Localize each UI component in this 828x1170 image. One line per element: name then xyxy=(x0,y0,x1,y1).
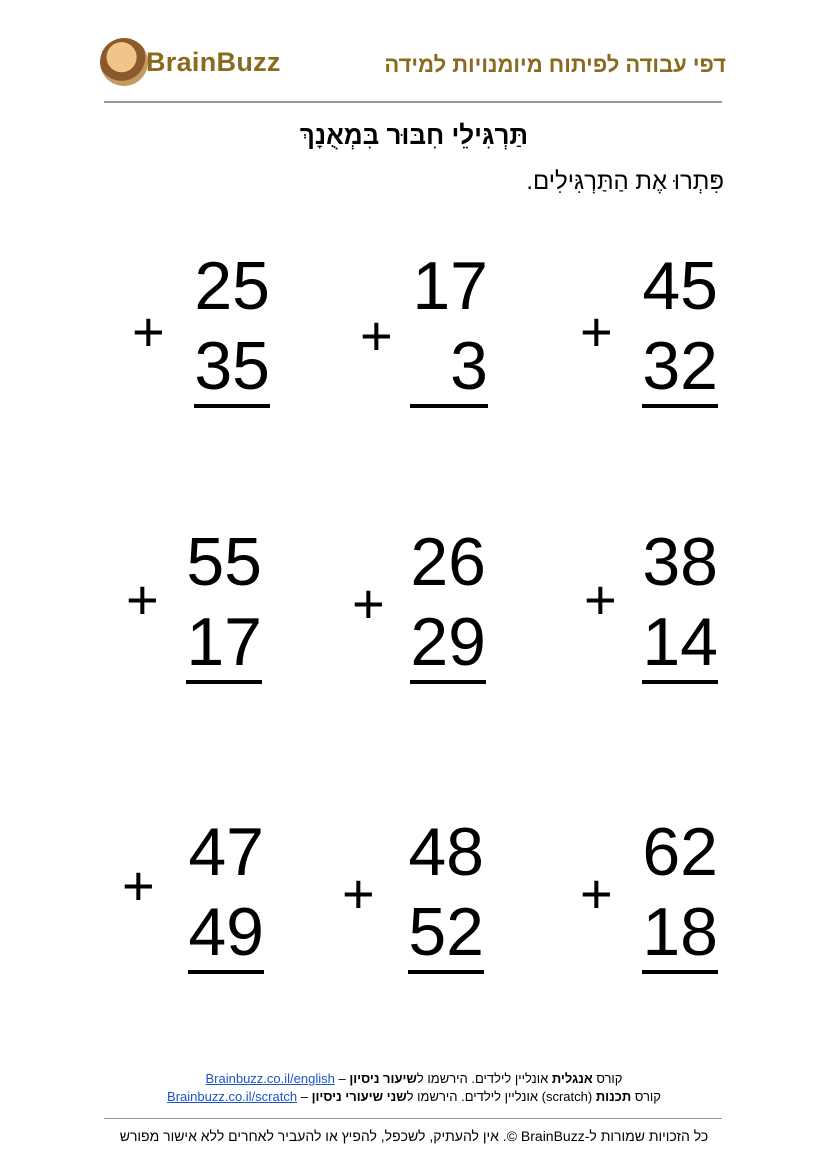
footer-text: קורס xyxy=(631,1089,661,1104)
footer-text: קורס xyxy=(592,1071,623,1086)
addend-top: 62 xyxy=(642,814,718,890)
addend-top: 38 xyxy=(642,524,718,600)
addend-top: 48 xyxy=(408,814,484,890)
addend-top: 45 xyxy=(642,248,718,324)
problem-7 xyxy=(518,814,718,988)
header-title: דפי עבודה לפיתוח מיומנויות למידה xyxy=(384,52,726,77)
plus-sign: + xyxy=(126,568,159,631)
addend-top: 47 xyxy=(188,814,264,890)
scratch-course-link[interactable]: Brainbuzz.co.il/scratch xyxy=(167,1089,298,1104)
footer-bold: שני שיעורי ניסיון xyxy=(311,1089,407,1104)
footer-text: – xyxy=(334,1071,350,1086)
plus-sign: + xyxy=(580,300,613,363)
plus-sign: + xyxy=(132,300,165,363)
footer-text: – xyxy=(297,1089,312,1104)
instructions: פִּתְרוּ אֶת הַתַּרְגִּילִים. xyxy=(526,168,724,195)
problem-5 xyxy=(286,524,486,698)
addend-bottom: 17 xyxy=(186,608,262,684)
addend-bottom: 32 xyxy=(642,332,718,408)
addend-bottom: 18 xyxy=(642,898,718,974)
problem-6 xyxy=(62,524,262,698)
footer-bold: תכנות xyxy=(595,1089,632,1104)
addend-bottom: 35 xyxy=(194,332,270,408)
addend-top: 26 xyxy=(410,524,486,600)
addend-top: 55 xyxy=(186,524,262,600)
footer-text: אונליין לילדים. הירשמו ל xyxy=(416,1071,552,1086)
divider xyxy=(104,101,722,103)
plus-sign: + xyxy=(360,304,393,367)
divider xyxy=(104,1118,722,1119)
plus-sign: + xyxy=(352,572,385,635)
header xyxy=(0,0,828,104)
footer-bold: שיעור ניסיון xyxy=(349,1071,417,1086)
addend-bottom: 14 xyxy=(642,608,718,684)
english-course-link[interactable]: Brainbuzz.co.il/english xyxy=(205,1071,335,1086)
addend-bottom: 29 xyxy=(410,608,486,684)
problem-3 xyxy=(70,248,270,422)
footer-promo xyxy=(0,1070,828,1106)
problem-9 xyxy=(64,814,264,988)
problem-8 xyxy=(284,814,484,988)
page-title: תַּרְגִּילֵי חִבּוּר בִּמְאֻנָךְ xyxy=(299,120,529,150)
plus-sign: + xyxy=(580,862,613,925)
problem-2 xyxy=(288,248,488,422)
addend-top: 17 xyxy=(412,248,488,324)
brand-logo[interactable] xyxy=(100,38,320,90)
footer-line-scratch xyxy=(0,1088,828,1106)
footer-line-english xyxy=(0,1070,828,1088)
addend-bottom: 3 xyxy=(410,332,488,408)
plus-sign: + xyxy=(122,854,155,917)
addend-bottom: 52 xyxy=(408,898,484,974)
mascot-icon xyxy=(100,38,148,86)
copyright: כל הזכויות שמורות ל-BrainBuzz ©. אין להעתיק, לשכפל, להפיץ או להעביר לאחרים ללא אישור מפורש xyxy=(119,1128,709,1144)
addend-top: 25 xyxy=(194,248,270,324)
problem-1 xyxy=(518,248,718,422)
footer-bold: אנגלית xyxy=(551,1071,593,1086)
footer-text: (scratch) אונליין לילדים. הירשמו ל xyxy=(406,1089,596,1104)
logo-text: BrainBuzz xyxy=(146,47,281,77)
plus-sign: + xyxy=(584,568,617,631)
addend-bottom: 49 xyxy=(188,898,264,974)
plus-sign: + xyxy=(342,862,375,925)
problem-4 xyxy=(518,524,718,698)
